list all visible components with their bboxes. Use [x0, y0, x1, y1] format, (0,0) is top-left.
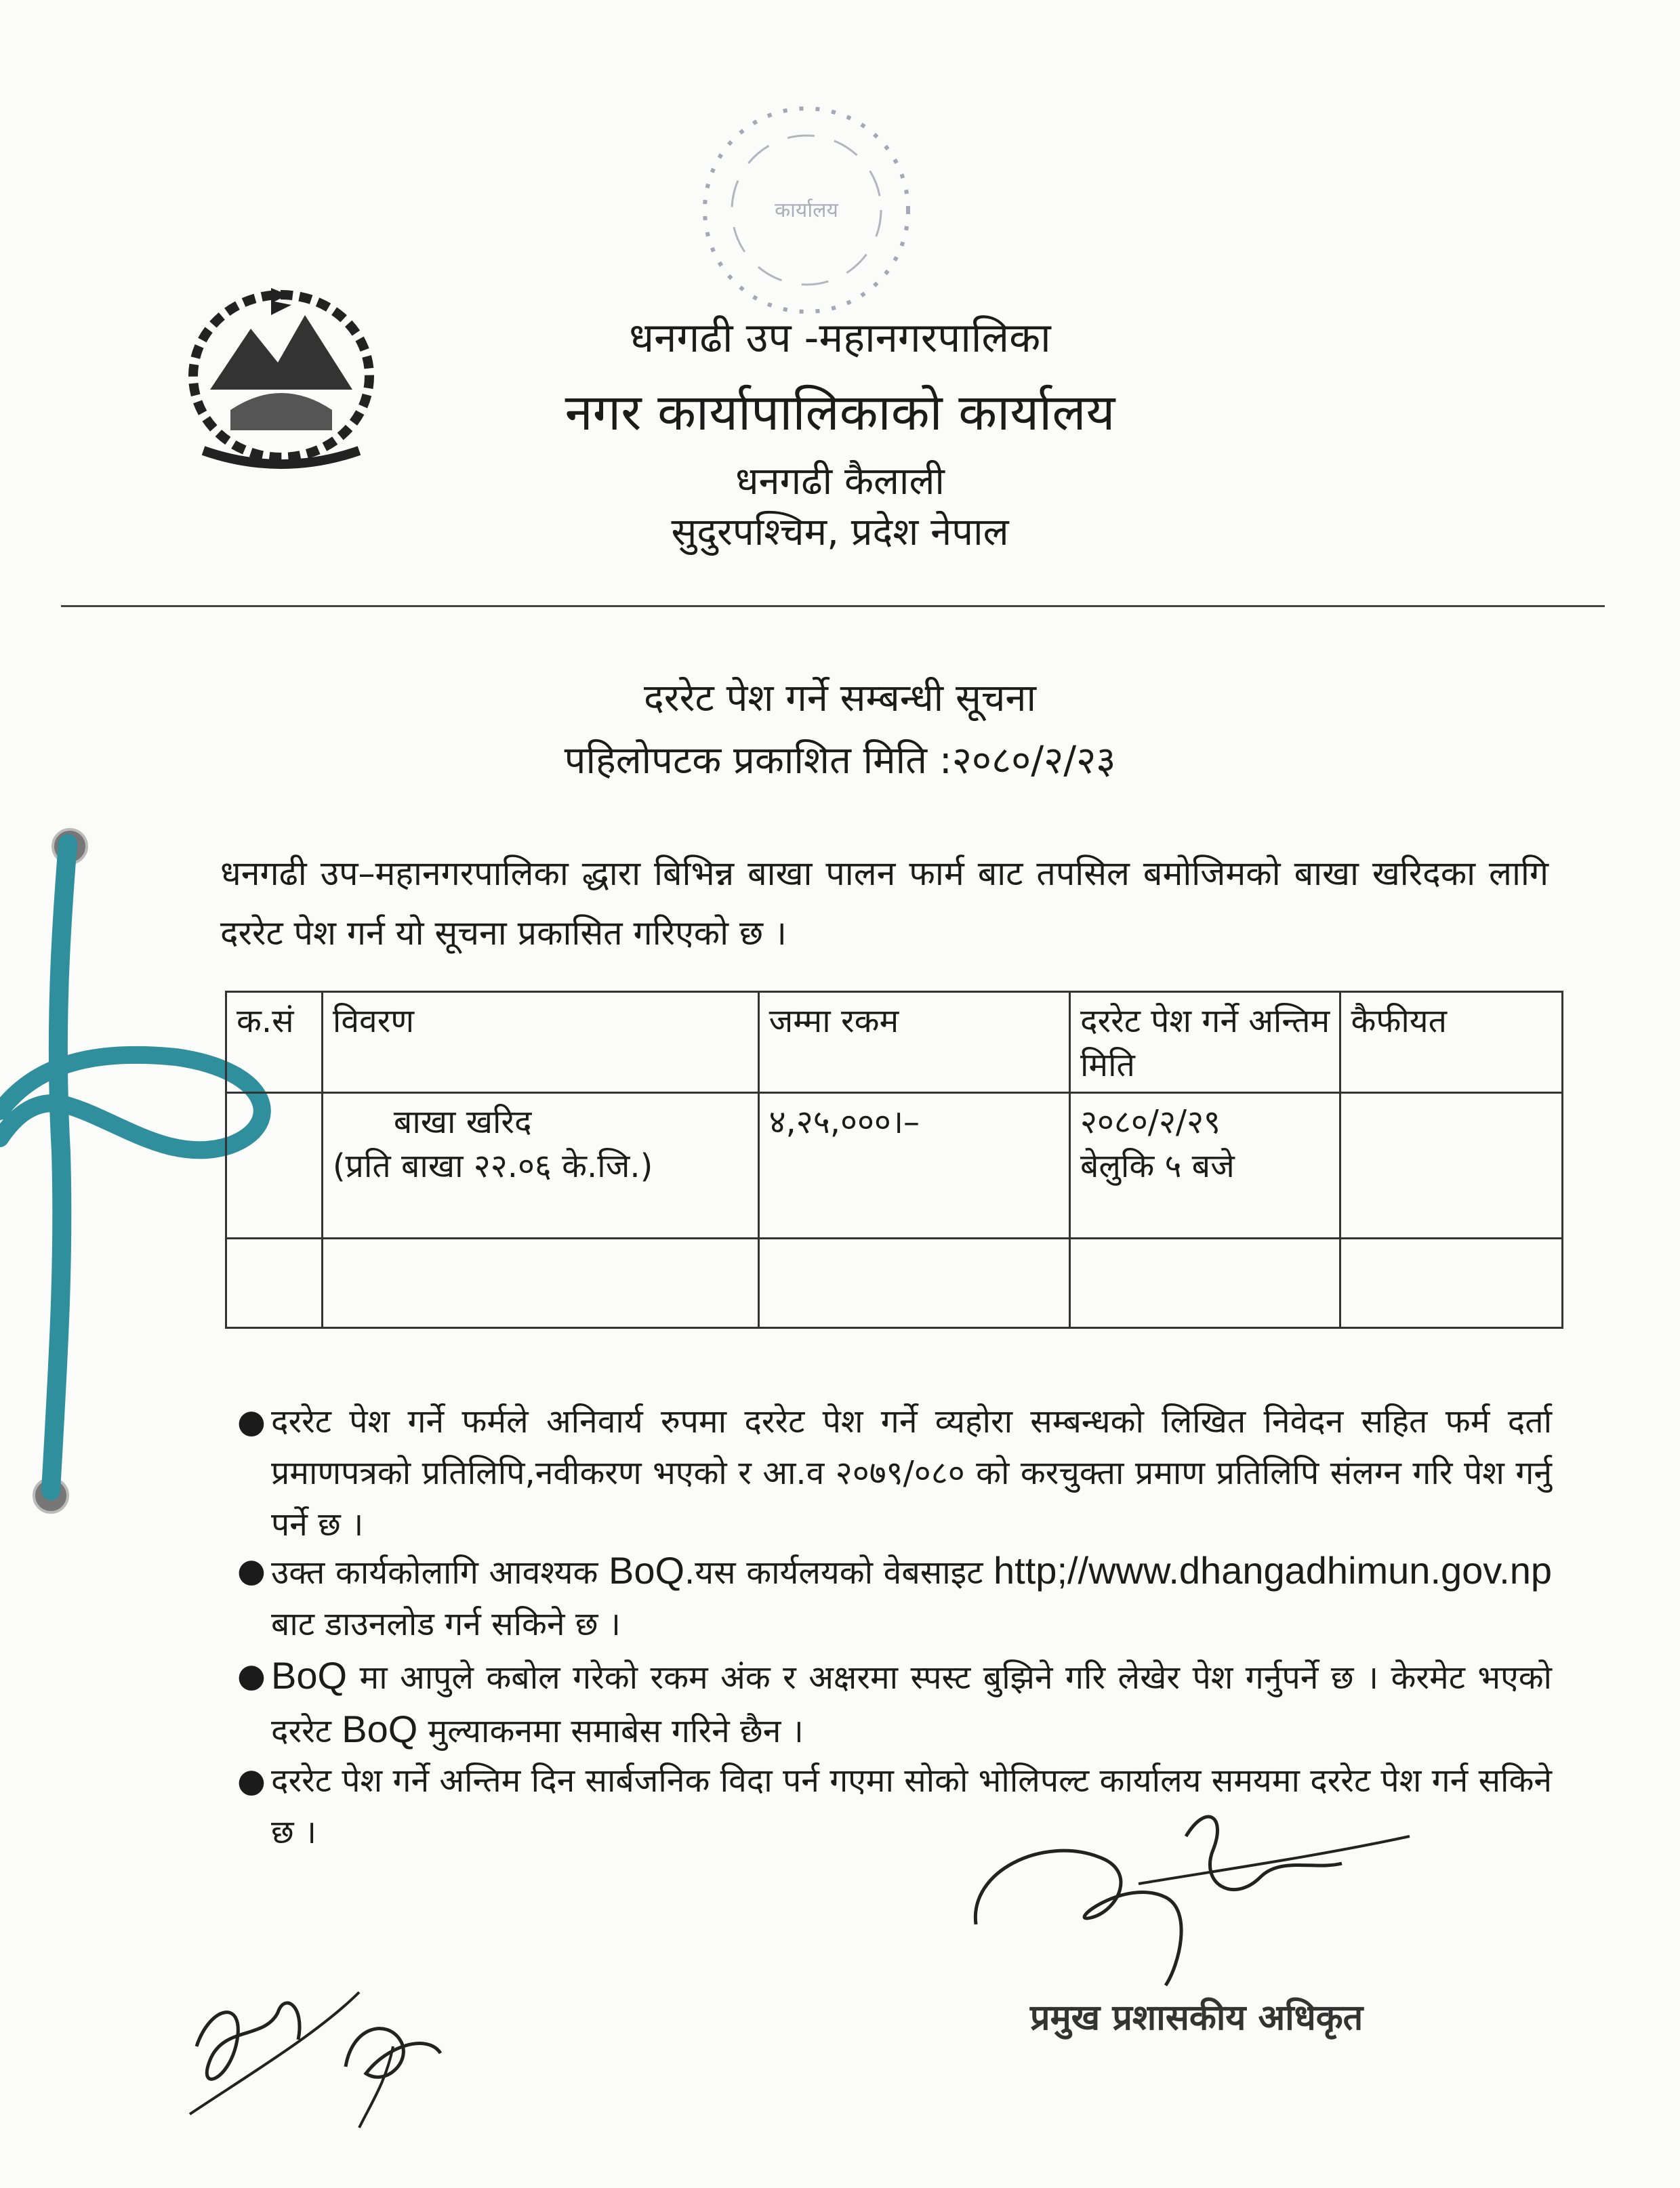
boq-label: BoQ: [271, 1654, 348, 1697]
header-remarks: कैफीयत: [1340, 992, 1563, 1093]
bullet-dot-icon: ●: [237, 1657, 266, 1695]
description-line2: (प्रति बाखा २२.०६ के.जि.): [332, 1147, 653, 1185]
cell-description: [322, 1093, 758, 1239]
header-description: विवरण: [322, 992, 758, 1093]
bullet-text-3a: मा आपुले कबोल गरेको रकम अंक र अक्षरमा स्पस्ट बुझिने गरि लेखेर पेश गर्नुपर्ने छ । केरमेट भएको दररेट: [271, 1659, 1552, 1750]
bullet-item: [237, 1650, 1552, 1757]
bullet-text-3b: मुल्याकनमा समाबेस गरिने छैन ।: [428, 1712, 804, 1750]
bullet-text-2b: .यस कार्यलयको वेबसाइट: [684, 1554, 983, 1592]
description-line1: बाखा खरिद: [393, 1103, 532, 1141]
cell-sn: [226, 1093, 323, 1239]
bullet-text-2c: बाट डाउनलोड गर्न सकिने छ ।: [271, 1605, 621, 1643]
notice-title: दररेट पेश गर्ने सम्बन्धी सूचना: [644, 676, 1036, 720]
deadline-time: बेलुकि ५ बजे: [1080, 1147, 1235, 1185]
header-divider: [61, 605, 1605, 607]
header-district: धनगढी कैलाली: [735, 459, 945, 503]
cell-remarks: [1340, 1239, 1563, 1328]
svg-text:कार्यालय: कार्यालय: [775, 199, 838, 222]
cell-remarks: [1340, 1093, 1563, 1239]
cell-deadline: [1069, 1093, 1340, 1239]
header-province: सुदुरपश्चिम, प्रदेश नेपाल: [671, 510, 1009, 554]
table-row: [226, 1239, 1563, 1328]
bullet-dot-icon: ●: [237, 1552, 266, 1590]
boq-label: BoQ: [608, 1549, 685, 1592]
deadline-date: २०८०/२/२९: [1080, 1103, 1221, 1141]
bullet-text-4: दररेट पेश गर्ने अन्तिम दिन सार्बजनिक विदा पर्न गएमा सोको भोलिपल्ट कार्यालय समयमा दररेट पेश गर्न सकिने छ ।: [271, 1762, 1552, 1851]
table-row: [226, 1093, 1563, 1239]
header-amount: जम्मा रकम: [758, 992, 1069, 1093]
cell-amount: [758, 1239, 1069, 1328]
bullet-dot-icon: ●: [237, 1762, 266, 1800]
cell-sn: [226, 1239, 323, 1328]
cell-description: [322, 1239, 758, 1328]
signature-caption: प्रमुख प्रशासकीय अधिकृत: [1030, 1998, 1364, 2038]
bullet-text-2a: उक्त कार्यकोलागि आवश्यक: [271, 1554, 598, 1592]
website-url: http;//www.dhangadhimun.gov.np: [993, 1549, 1552, 1592]
bullet-dot-icon: ●: [237, 1403, 266, 1441]
publish-date: पहिलोपटक प्रकाशित मिति :२०८०/२/२३: [564, 739, 1116, 783]
header-sn: क.सं: [226, 992, 323, 1093]
cell-amount: ४,२५,०००।–: [758, 1093, 1069, 1239]
bullet-text-1: दररेट पेश गर्ने फर्मले अनिवार्य रुपमा दररेट पेश गर्ने व्यहोरा सम्बन्धको लिखित निवेदन सहित फर्म दर्ता प्रमाणपत्रको प्रतिलिपि,नवीकरण भएको र आ.व २०७९/०८० को करचुक्ता प्रमाण प्रतिलिपि संलग्न गरि पेश गर्नु पर्ने छ ।: [271, 1403, 1552, 1544]
header-deadline: दररेट पेश गर्ने अन्तिम मिति: [1069, 992, 1340, 1093]
officer-signature: [962, 1789, 1437, 1992]
tender-table: [225, 991, 1563, 1329]
header-municipality: धनगढी उप -महानगरपालिका: [629, 314, 1051, 362]
table-header-row: [226, 992, 1563, 1093]
office-stamp-icon: [678, 88, 935, 332]
boq-label: BoQ: [342, 1708, 418, 1750]
initials-signature-left: [183, 1965, 454, 2141]
cell-deadline: [1069, 1239, 1340, 1328]
bullet-item: [237, 1396, 1552, 1550]
bullet-item: [237, 1545, 1552, 1650]
header-office: नगर कार्यापालिकाको कार्यालय: [565, 384, 1115, 442]
intro-paragraph: धनगढी उप–महानगरपालिका द्धारा बिभिन्न बाखा पालन फार्म बाट तपसिल बमोजिमको बाखा खरिदका लागि दररेट पेश गर्न यो सूचना प्रकासित गरिएको छ ।: [220, 854, 1549, 953]
